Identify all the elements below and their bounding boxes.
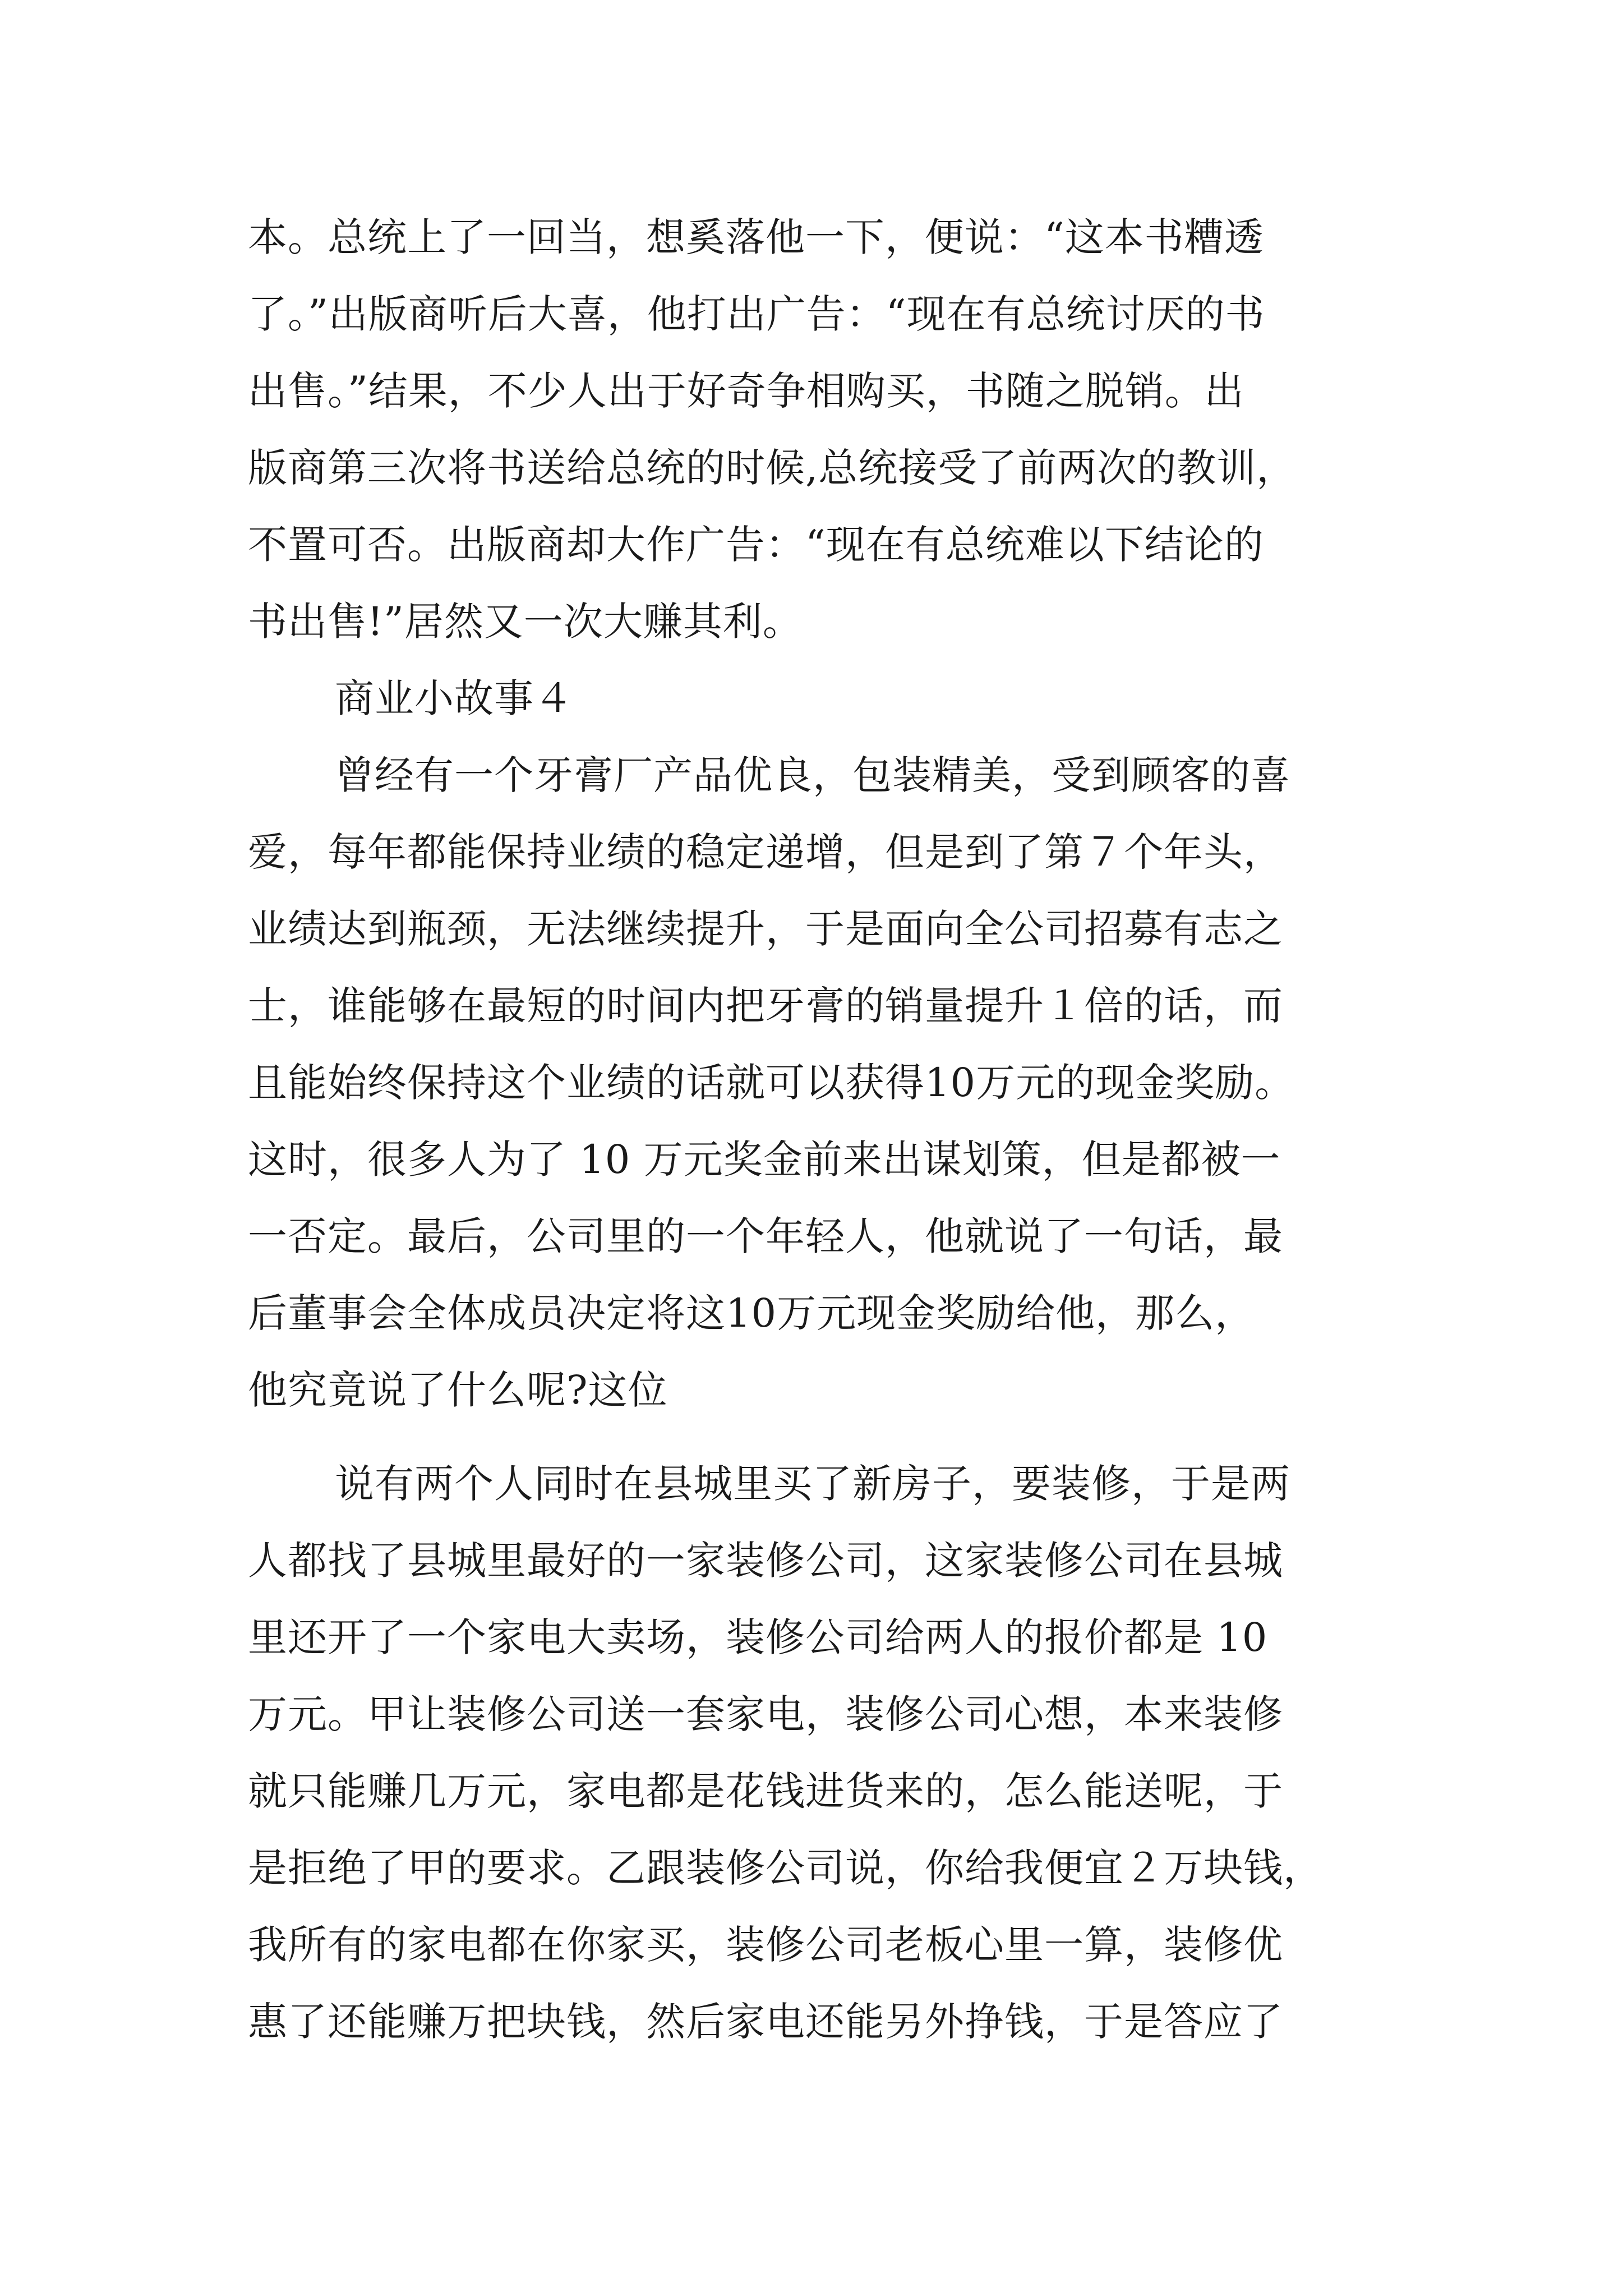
text-line: 出售。”结果，不少人出于好奇争相购买，书随之脱销。出: [248, 368, 1244, 414]
text-line: 且能始终保持这个业绩的话就可以获得10万元的现金奖励。: [248, 1060, 1295, 1106]
text-line: 是拒绝了甲的要求。乙跟装修公司说，你给我便宜２万块钱，: [248, 1845, 1323, 1891]
text-line: 这时，很多人为了 10 万元奖金前来出谋划策，但是都被一: [248, 1137, 1281, 1182]
text-line: 我所有的家电都在你家买，装修公司老板心里一算，装修优: [248, 1922, 1283, 1968]
text-line: 惠了还能赚万把块钱，然后家电还能另外挣钱，于是答应了: [248, 1999, 1283, 2045]
text-line: 业绩达到瓶颈，无法继续提升，于是面向全公司招募有志之: [248, 906, 1283, 952]
text-line: 士，谁能够在最短的时间内把牙膏的销量提升１倍的话，而: [248, 983, 1283, 1029]
text-line: 本。总统上了一回当，想奚落他一下，便说：“这本书糟透: [248, 214, 1264, 260]
text-line: 说有两个人同时在县城里买了新房子，要装修，于是两: [335, 1461, 1290, 1507]
text-line: 了。”出版商听后大喜，他打出广告：“现在有总统讨厌的书: [248, 291, 1265, 337]
text-line: 后董事会全体成员决定将这10万元现金奖励给他，那么，: [248, 1290, 1255, 1336]
text-line: 不置可否。出版商却大作广告：“现在有总统难以下结论的: [248, 522, 1264, 568]
text-line: 爱，每年都能保持业绩的稳定递增，但是到了第７个年头，: [248, 829, 1283, 875]
text-line: 曾经有一个牙膏厂产品优良，包装精美，受到顾客的喜: [335, 752, 1290, 798]
text-line: 他究竟说了什么呢?这位: [248, 1367, 668, 1413]
text-line: 书出售!”居然又一次大赚其利。: [248, 599, 803, 645]
text-line: 万元。甲让装修公司送一套家电，装修公司心想，本来装修: [248, 1691, 1283, 1737]
text-line: 人都找了县城里最好的一家装修公司，这家装修公司在县城: [248, 1538, 1283, 1584]
text-line: 版商第三次将书送给总统的时候,总统接受了前两次的教训，: [248, 445, 1297, 491]
text-line: 就只能赚几万元，家电都是花钱进货来的，怎么能送呢，于: [248, 1768, 1283, 1814]
document-body: [248, 199, 1381, 2060]
text-line: 里还开了一个家电大卖场，装修公司给两人的报价都是 10: [248, 1614, 1268, 1660]
section-heading: 商业小故事４: [335, 675, 574, 721]
text-line: 一否定。最后，公司里的一个年轻人，他就说了一句话，最: [248, 1213, 1283, 1259]
